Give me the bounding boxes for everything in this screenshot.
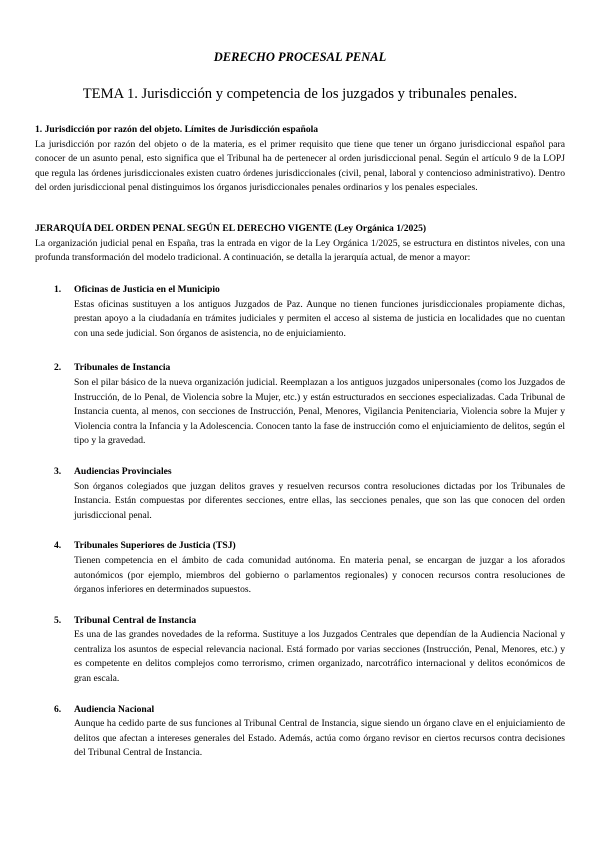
item-text: Es una de las grandes novedades de la reforma. Sustituye a los Juzgados Centrales que dependían de la Audiencia Nacional y centraliza los asuntos de especial relevancia nacional. Está formado por varias secciones (Instrucción, Penal, Menores, etc.) y es competente en delitos complejos como terrorismo, crimen organizado, narcotráfico internacional y delitos económicos de gran escala. xyxy=(74,629,565,685)
item-number: 1. xyxy=(54,284,62,295)
section-paragraph: La jurisdicción por razón del objeto o de la materia, es el primer requisito que tiene que tener un órgano jurisdiccional español para conocer de un asunto penal, esto significa que el Tribunal ha de pertenecer al orden jurisdiccional penal. Según el artículo 9 de la LOPJ que regula las órdenes jurisdiccionales existen cuatro órdenes jurisdiccionales (civil, penal, laboral y contencioso administrativo). Dentro del orden jurisdiccional penal distinguimos los órganos jurisdiccionales penales ordinarios y los penales especiales. xyxy=(35,138,565,194)
jerarquia-list xyxy=(54,283,565,761)
tema-title: TEMA 1. Jurisdicción y competencia de los juzgados y tribunales penales. xyxy=(82,86,518,102)
jerarquia-heading: JERARQUÍA DEL ORDEN PENAL SEGÚN EL DERECHO VIGENTE (Ley Orgánica 1/2025) xyxy=(35,223,427,234)
item-number: 2. xyxy=(54,362,62,374)
item-title: Audiencias Provinciales xyxy=(74,465,172,477)
section-jerarquia xyxy=(35,222,565,266)
list-item xyxy=(54,539,565,597)
item-number: 3. xyxy=(54,465,62,477)
item-number: 4. xyxy=(54,540,62,552)
item-title: Oficinas de Justicia en el Municipio xyxy=(74,284,220,295)
item-text: Tienen competencia en el ámbito de cada comunidad autónoma. En materia penal, se encargan de juzgar a los aforados autonómicos (por ejemplo, miembros del gobierno o parlamentos regionales) y conocen recursos contra resoluciones de órganos inferiores en determinados supuestos. xyxy=(74,554,565,596)
section-heading: 1. Jurisdicción por razón del objeto. Límites de Jurisdicción española xyxy=(35,124,319,135)
list-item xyxy=(54,465,565,523)
item-title: Tribunales Superiores de Justicia (TSJ) xyxy=(74,540,236,552)
item-text: Estas oficinas sustituyen a los antiguos Juzgados de Paz. Aunque no tienen funciones jurisdiccionales propiamente dichas, prestan apoyo a la ciudadanía en trámites judiciales y permiten el acceso al sistema de justicia en localidades que no cuentan con una sede judicial. Son órganos de asistencia, no de enjuiciamiento. xyxy=(74,298,565,339)
item-title: Audiencia Nacional xyxy=(74,703,155,715)
item-number: 5. xyxy=(54,614,62,626)
document-title: DERECHO PROCESAL PENAL xyxy=(213,50,387,64)
section-jurisdiccion xyxy=(35,123,565,196)
list-item xyxy=(54,283,565,341)
item-title: Tribunal Central de Instancia xyxy=(74,614,197,626)
list-item xyxy=(54,703,565,761)
list-item xyxy=(54,361,565,449)
list-item xyxy=(54,614,565,687)
item-text: Aunque ha cedido parte de sus funciones al Tribunal Central de Instancia, sigue siendo un órgano clave en el enjuiciamiento de delitos que afectan a intereses generales del Estado. Además, actúa como órgano revisor en ciertos recursos contra decisiones del Tribunal Central de Instancia. xyxy=(74,718,565,759)
item-text: Son el pilar básico de la nueva organización judicial. Reemplazan a los antiguos juzgados unipersonales (como los Juzgados de Instrucción, de lo Penal, de Violencia sobre la Mujer, etc.) y están estructurados en secciones especializadas. Cada Tribunal de Instancia cuenta, al menos, con secciones de Instrucción, Penal, Menores, Vigilancia Penitenciaria, Violencia sobre la Mujer y Violencia contra la Infancia y la Adolescencia. Conocen tanto la fase de instrucción como el enjuiciamiento de delitos, según el tipo y la gravedad. xyxy=(74,376,565,447)
item-text: Son órganos colegiados que juzgan delitos graves y resuelven recursos contra resoluciones dictadas por los Tribunales de Instancia. Están compuestas por diferentes secciones, entre ellas, las secciones penales, que son las que conocen del orden jurisdiccional penal. xyxy=(74,480,565,521)
jerarquia-intro: La organización judicial penal en España, tras la entrada en vigor de la Ley Orgánica 1/2025, se estructura en distintos niveles, con una profunda transformación del modelo tradicional. A continuación, se detalla la jerarquía actual, de menor a mayor: xyxy=(35,237,565,264)
item-number: 6. xyxy=(54,703,62,715)
item-title: Tribunales de Instancia xyxy=(74,362,171,374)
